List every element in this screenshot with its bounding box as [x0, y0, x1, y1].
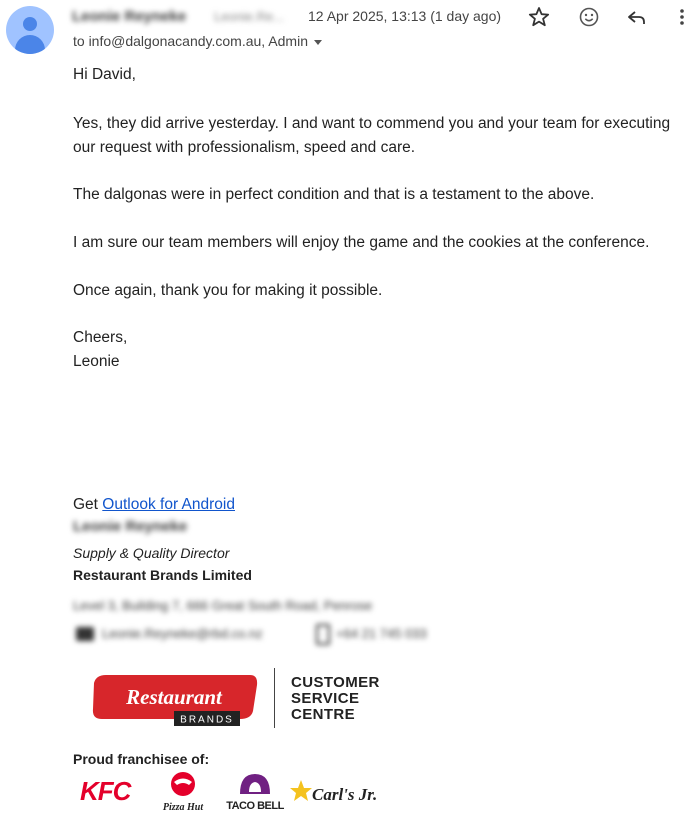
email-signoff: Leonie — [73, 353, 120, 370]
taco-bell-text: TACO BELL — [226, 800, 284, 812]
signature-email[interactable]: Leonie.Reyneke@rbd.co.nz — [102, 626, 263, 641]
logo-main-text: Restaurant — [126, 685, 222, 709]
proud-franchisee-label: Proud franchisee of: — [73, 751, 210, 767]
signature-company: Restaurant Brands Limited — [73, 567, 252, 583]
carls-jr-logo — [290, 778, 380, 810]
email-date: 12 Apr 2025, 13:13 (1 day ago) — [308, 8, 502, 24]
email-paragraph-2: The dalgonas were in perfect condition and that is a testament to the above. — [73, 186, 595, 203]
csc-line-3: CENTRE — [291, 706, 356, 723]
pizza-hut-text: Pizza Hut — [162, 802, 204, 813]
email-paragraph-3: I am sure our team members will enjoy the game and the cookies at the conference. — [73, 234, 650, 251]
outlook-promo-prefix: Get — [73, 496, 103, 513]
sender-name[interactable]: Leonie Reyneke — [72, 8, 187, 25]
kfc-logo — [80, 776, 130, 807]
carls-jr-text: Carl's Jr. — [312, 785, 378, 804]
sender-email: Leonie.Re... — [214, 9, 285, 24]
email-paragraph-1-line-2: our request with professionalism, speed and care. — [73, 139, 416, 156]
star-icon[interactable] — [526, 4, 552, 30]
emoji-icon[interactable] — [576, 4, 602, 30]
recipients-text: to info@dalgonacandy.com.au, Admin — [73, 33, 308, 49]
kfc-logo-text: KFC — [80, 776, 131, 806]
outlook-promo — [73, 493, 235, 517]
outlook-android-link[interactable]: Outlook for Android — [102, 496, 235, 513]
recipients[interactable] — [73, 33, 322, 49]
avatar-body-shape — [15, 35, 45, 54]
email-icon — [76, 627, 94, 641]
signature-name: Leonie Reyneke — [73, 518, 188, 535]
signature-title: Supply & Quality Director — [73, 545, 230, 561]
email-paragraph-1-line-1: Yes, they did arrive yesterday. I and want to commend you and your team for executing — [73, 115, 671, 132]
email-paragraph-4: Once again, thank you for making it possible. — [73, 282, 383, 299]
avatar-head-shape — [23, 17, 37, 31]
logo-sub-text: BRANDS — [180, 714, 234, 726]
sender-avatar[interactable] — [6, 6, 54, 54]
pizza-hut-logo — [158, 770, 208, 814]
restaurant-brands-logo — [90, 673, 260, 734]
email-greeting: Hi David, — [73, 66, 136, 83]
phone-icon — [316, 624, 330, 645]
chevron-down-icon[interactable] — [314, 40, 322, 45]
logo-divider — [274, 668, 275, 728]
reply-icon[interactable] — [624, 4, 650, 30]
signature-phone[interactable]: +64 21 745 033 — [336, 626, 427, 641]
csc-line-1: CUSTOMER — [291, 674, 380, 691]
email-closing: Cheers, — [73, 329, 128, 346]
more-vert-icon[interactable] — [674, 4, 690, 30]
customer-service-centre — [291, 675, 380, 723]
signature-address: Level 3, Building 7, 666 Great South Road, Penrose — [73, 598, 373, 613]
taco-bell-logo — [222, 770, 288, 814]
csc-line-2: SERVICE — [291, 690, 360, 707]
